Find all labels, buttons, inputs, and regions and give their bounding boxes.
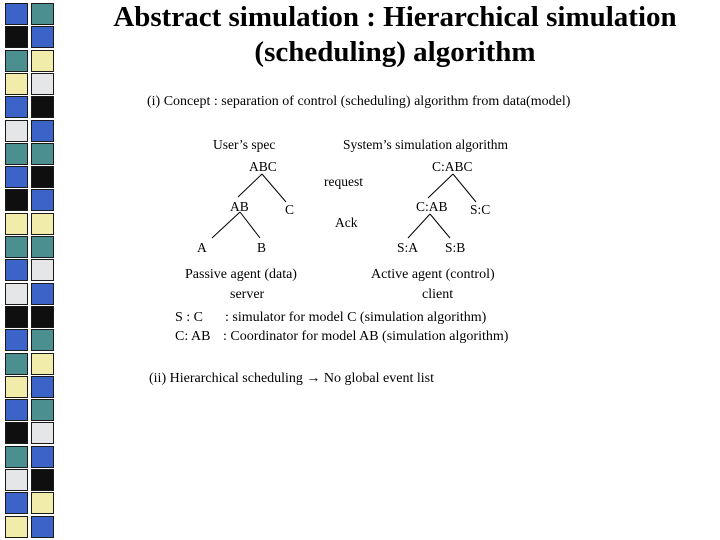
- passive-agent-caption: Passive agent (data): [185, 267, 297, 282]
- server-caption: server: [230, 287, 265, 302]
- edge-ab-b: [240, 212, 260, 238]
- ack-label: Ack: [335, 215, 358, 230]
- active-agent-caption: Active agent (control): [371, 267, 495, 282]
- right-tree-leaf-sa: S:A: [397, 240, 419, 255]
- edge-abc-ab: [238, 174, 262, 197]
- edge-abc-c: [262, 174, 286, 202]
- definition-term-cab: C: AB: [175, 329, 211, 344]
- hierarchical-scheduling-text: (ii) Hierarchical scheduling → No global event list: [149, 371, 434, 386]
- edge-ab-a: [212, 212, 240, 238]
- left-tree-node-ab: AB: [230, 199, 249, 214]
- title-line-2: (scheduling) algorithm: [254, 36, 536, 68]
- left-tree-root: ABC: [249, 159, 277, 174]
- right-tree-node-cab: C:AB: [416, 199, 448, 214]
- edge-cab-sa: [408, 214, 430, 238]
- right-tree-leaf-sb: S:B: [445, 240, 466, 255]
- definition-text-sc: : simulator for model C (simulation algorithm): [225, 310, 487, 325]
- request-label: request: [324, 174, 363, 189]
- right-tree-heading: System’s simulation algorithm: [343, 137, 508, 152]
- client-caption: client: [422, 287, 454, 302]
- title-line-1: Abstract simulation : Hierarchical simulation: [113, 1, 677, 33]
- left-tree-node-c: C: [285, 202, 295, 217]
- right-tree-root: C:ABC: [432, 159, 473, 174]
- left-tree-heading: User’s spec: [213, 137, 276, 152]
- left-tree-leaf-a: A: [197, 240, 207, 255]
- edge-cab-sb: [430, 214, 450, 238]
- left-tree-leaf-b: B: [257, 240, 267, 255]
- edge-cabc-cab: [428, 174, 453, 198]
- definition-term-sc: S : C: [175, 310, 204, 325]
- definition-text-cab: : Coordinator for model AB (simulation algorithm): [223, 329, 509, 344]
- edge-cabc-sc: [453, 174, 476, 202]
- right-tree-node-sc: S:C: [470, 202, 491, 217]
- concept-text: (i) Concept : separation of control (scheduling) algorithm from data(model): [147, 94, 571, 109]
